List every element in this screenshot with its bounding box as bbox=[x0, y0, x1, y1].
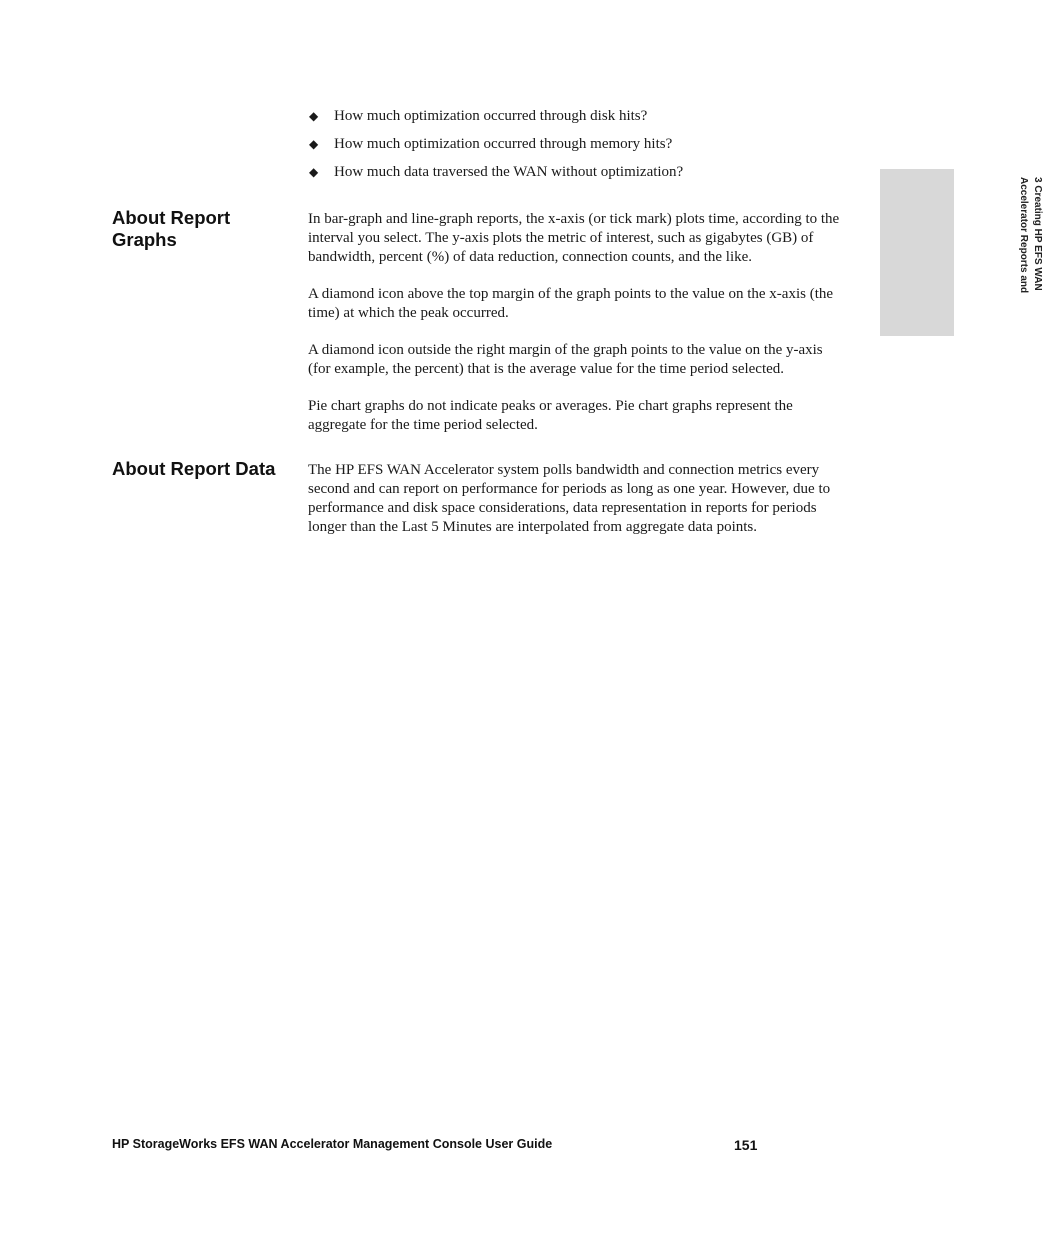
diamond-bullet-icon: ◆ bbox=[309, 137, 319, 151]
paragraph: A diamond icon outside the right margin of the graph points to the value on the y-axis (for example, the percent) that is the average value for the time period selected. bbox=[308, 342, 823, 377]
diamond-bullet-icon: ◆ bbox=[309, 165, 319, 179]
bullet-text: How much optimization occurred through memory hits? bbox=[334, 136, 673, 152]
page-number: 151 bbox=[734, 1137, 758, 1153]
paragraph: A diamond icon above the top margin of the graph points to the value on the x-axis (the time) at which the peak occurred. bbox=[308, 286, 834, 321]
section-heading-report-data: About Report Data bbox=[112, 458, 276, 479]
bullet-item bbox=[309, 106, 849, 126]
bullet-item bbox=[309, 134, 849, 154]
chapter-side-tab bbox=[880, 169, 1043, 336]
paragraph: The HP EFS WAN Accelerator system polls bandwidth and connection metrics every second and can report on performance for periods as long as one year. However, due to performance and disk space considerations, data representation in reports for periods longer than the Last 5 Minutes are interpolated from aggregate data points. bbox=[308, 462, 831, 535]
paragraph: Pie chart graphs do not indicate peaks or averages. Pie chart graphs represent the aggregate for the time period selected. bbox=[308, 398, 793, 433]
diamond-bullet-icon: ◆ bbox=[309, 109, 319, 123]
chapter-tab-line: 3 Creating HP EFS WAN bbox=[1032, 177, 1043, 291]
bullet-text: How much optimization occurred through disk hits? bbox=[334, 108, 648, 124]
chapter-tab-line: Accelerator Reports and bbox=[1018, 177, 1029, 294]
bullet-item bbox=[309, 162, 849, 182]
footer-guide-title: HP StorageWorks EFS WAN Accelerator Management Console User Guide bbox=[112, 1137, 553, 1151]
question-bullet-list bbox=[309, 106, 849, 190]
chapter-tab-label bbox=[884, 177, 1044, 293]
section-heading-report-graphs: About Report Graphs bbox=[112, 207, 231, 250]
paragraph: In bar-graph and line-graph reports, the x-axis (or tick mark) plots time, according to the interval you select. The y-axis plots the metric of interest, such as gigabytes (GB) of bandwidth, percent (%) of data reduction, connection counts, and the like. bbox=[308, 211, 840, 265]
bullet-text: How much data traversed the WAN without optimization? bbox=[334, 164, 684, 180]
